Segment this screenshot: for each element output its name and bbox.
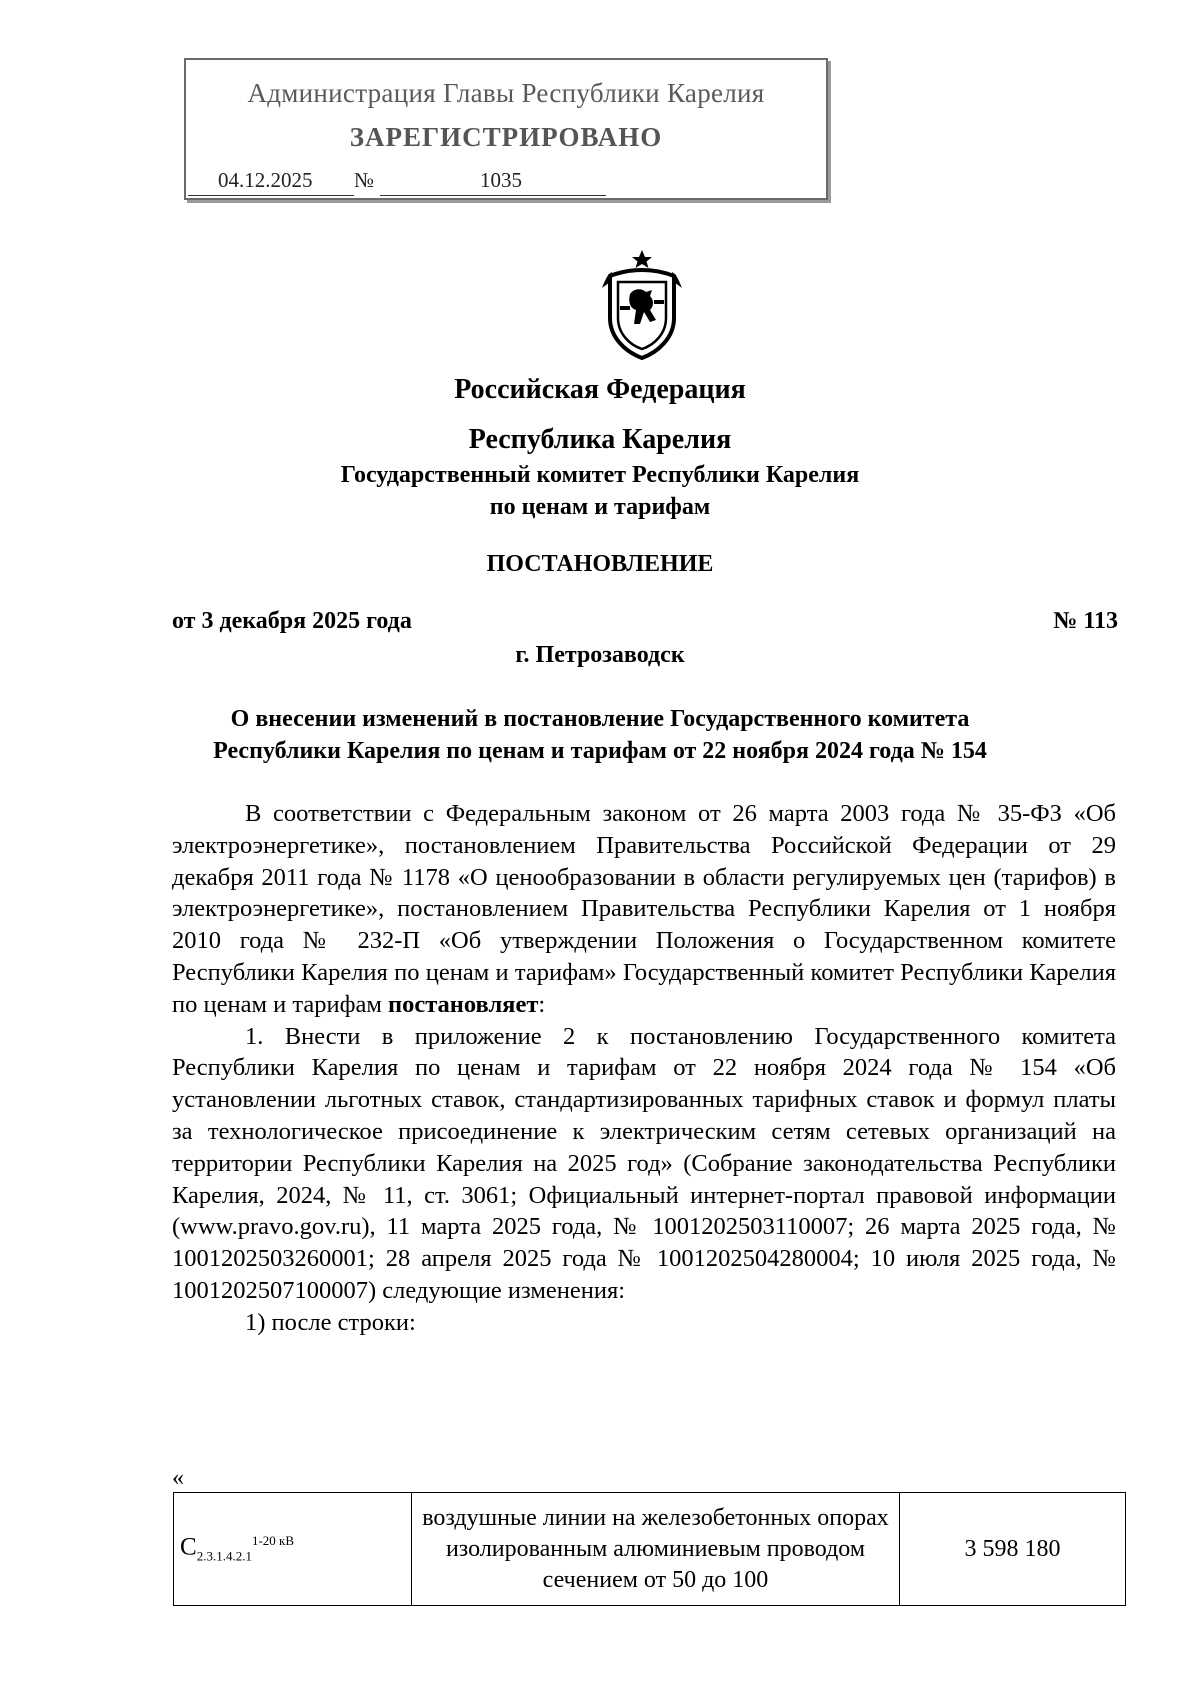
document-title-line2: Республики Карелия по ценам и тарифам от 22 ноября 2024 года № 154 <box>213 738 987 764</box>
country-heading: Российская Федерация <box>454 374 746 405</box>
document-title-line1: О внесении изменений в постановление Государственного комитета <box>230 706 970 732</box>
preamble-paragraph <box>172 798 1116 1021</box>
committee-heading-line1: Государственный комитет Республики Карелия <box>340 462 860 488</box>
tariff-table <box>173 1492 1126 1606</box>
document-body <box>172 798 1116 1339</box>
document-date: от 3 декабря 2025 года <box>172 608 412 634</box>
stamp-number: 1035 <box>380 168 606 196</box>
document-city: г. Петрозаводск <box>515 642 685 668</box>
stamp-number-sign: № <box>354 168 375 192</box>
subitem-1-paragraph: 1) после строки: <box>245 1308 416 1336</box>
stamp-status: ЗАРЕГИСТРИРОВАНО <box>349 122 663 152</box>
tariff-code-subscript: 2.3.1.4.2.1 <box>196 1548 252 1564</box>
document-number: № 113 <box>1053 608 1118 634</box>
tariff-code-superscript: 1-20 кВ <box>251 1533 295 1549</box>
document-type-heading: ПОСТАНОВЛЕНИЕ <box>486 551 714 577</box>
preamble-text: В соответствии с Федеральным законом от 26 марта 2003 года № 35-ФЗ «Об электроэнергетике», постановлением Правительства Российской Федерации от 29 декабря 2011 года № 1178 «О ценообразовании в области регулируемых цен (тарифов) в электроэнергетике», постановлением Правительства Республики Карелия от 1 ноября 2010 года № 232-П «Об утверждении Положения о Государственном комитете Республики Карелия по ценам и тарифам» Государственный комитет Республики Карелия по ценам и тарифам <box>172 800 1116 1018</box>
tariff-code-cell <box>174 1493 412 1606</box>
coat-of-arms-emblem-icon <box>600 248 684 360</box>
stamp-organization: Администрация Главы Республики Карелия <box>247 78 765 108</box>
stamp-date: 04.12.2025 <box>188 168 354 196</box>
tariff-description-cell: воздушные линии на железобетонных опорах изолированным алюминиевым проводом сечением от 50 до 100 <box>412 1493 900 1606</box>
tariff-value-cell: 3 598 180 <box>900 1493 1126 1606</box>
item-1-paragraph: 1. Внести в приложение 2 к постановлению Государственного комитета Республики Карелия по ценам и тарифам от 22 ноября 2024 года № 154 «Об установлении льготных ставок, стандартизированных тарифных ставок и формул платы за технологическое присоединение к электрическим сетям сетевых организаций на территории Республики Карелия на 2025 год» (Собрание законодательства Республики Карелия, 2024, № 11, ст. 3061; Официальный интернет-портал правовой информации (www.pravo.gov.ru), 11 марта 2025 года, № 1001202503110007; 26 марта 2025 года, № 1001202503260001; 28 апреля 2025 года № 1001202504280004; 10 июля 2025 года, № 1001202507100007) следующие изменения: <box>172 1022 1116 1304</box>
preamble-colon: : <box>538 990 546 1018</box>
table-row <box>174 1493 1126 1606</box>
committee-heading-line2: по ценам и тарифам <box>489 494 711 520</box>
opening-quote: « <box>172 1465 184 1491</box>
tariff-code-base: C <box>180 1533 197 1561</box>
resolves-word: постановляет <box>387 990 539 1018</box>
republic-heading: Республика Карелия <box>468 424 732 455</box>
